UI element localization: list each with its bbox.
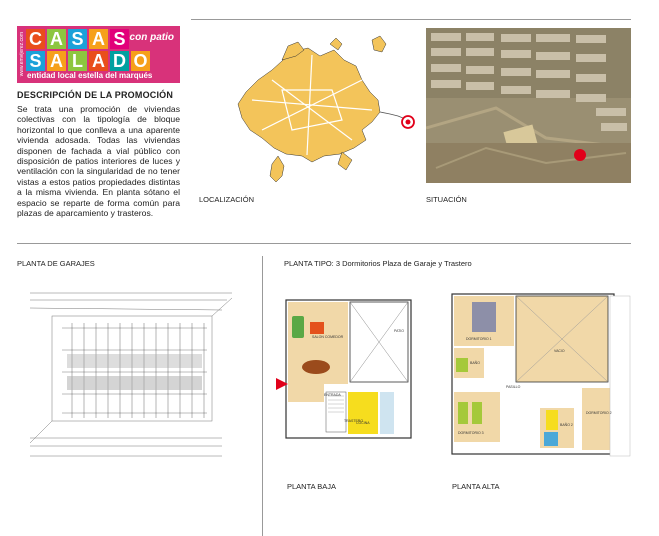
logo-con-patio: con patio bbox=[129, 32, 174, 43]
label-dormitorio3: DORMITORIO 3 bbox=[458, 431, 484, 435]
description-heading: DESCRIPCIÓN DE LA PROMOCIÓN bbox=[17, 90, 174, 100]
description-body: Se trata una promoción de viviendas colectivas con la tipología de bloque horizontal lo que conlleva a una aparente vivienda adosada. Todas las viviendas disponen de fachada a vial público con disposición de patios interiores de luces y ventilación con la singularidad de no tener vistas a estos patios propiedades distintas a la misma vivienda. En planta sótano el espacio se reparte de forma común para plazas de aparcamiento y trasteros. bbox=[17, 104, 180, 219]
label-patio-baja: PATIO bbox=[394, 329, 404, 333]
logo-casas-tile-4: S bbox=[110, 29, 129, 49]
logo-casas-tile-3: A bbox=[89, 29, 108, 49]
logo-casas-tile-2: S bbox=[68, 29, 87, 49]
label-dormitorio1: DORMITORIO 1 bbox=[466, 337, 492, 341]
caption-planta-tipo: PLANTA TIPO: 3 Dormitorios Plaza de Garaje y Trastero bbox=[284, 259, 472, 268]
casas-salado-logo bbox=[17, 26, 180, 83]
middle-rule bbox=[17, 243, 631, 244]
logo-salado-tile-5: O bbox=[131, 51, 150, 71]
ground-floor-plan bbox=[276, 292, 416, 442]
label-entrada: ENTRADA bbox=[324, 393, 341, 397]
label-bano2: BAÑO 2 bbox=[560, 423, 573, 427]
vertical-divider bbox=[262, 256, 263, 536]
logo-word-salado bbox=[25, 50, 151, 72]
logo-salado-tile-2: L bbox=[68, 51, 87, 71]
caption-localizacion: LOCALIZACIÓN bbox=[199, 195, 255, 204]
caption-planta-garajes: PLANTA DE GARAJES bbox=[17, 259, 95, 268]
caption-situacion: SITUACIÓN bbox=[426, 195, 467, 204]
label-cocina: COCINA bbox=[356, 421, 370, 425]
logo-salado-tile-4: D bbox=[110, 51, 129, 71]
upper-floor-plan bbox=[450, 292, 631, 462]
label-salon: SALON COMEDOR bbox=[312, 335, 344, 339]
logo-salado-tile-3: A bbox=[89, 51, 108, 71]
logo-salado-tile-0: S bbox=[26, 51, 45, 71]
label-trastero: TRASTERO bbox=[344, 419, 364, 423]
label-vacio: VACIO bbox=[554, 349, 565, 353]
logo-subtitle: entidad local estella del marqués bbox=[27, 71, 153, 80]
garage-floor-plan bbox=[22, 288, 242, 463]
logo-website: www.emvijerez.com bbox=[19, 32, 25, 77]
label-dormitorio2: DORMITORIO 2 bbox=[586, 411, 612, 415]
caption-planta-alta: PLANTA ALTA bbox=[452, 482, 500, 491]
label-pasillo: PASILLO bbox=[506, 385, 521, 389]
logo-salado-tile-1: A bbox=[47, 51, 66, 71]
top-rule bbox=[191, 19, 631, 20]
label-bano: BAÑO bbox=[470, 361, 480, 365]
logo-casas-tile-0: C bbox=[26, 29, 45, 49]
logo-word-casas bbox=[25, 28, 130, 50]
caption-planta-baja: PLANTA BAJA bbox=[287, 482, 337, 491]
aerial-situation-photo bbox=[426, 28, 631, 183]
location-map bbox=[212, 30, 422, 190]
logo-casas-tile-1: A bbox=[47, 29, 66, 49]
